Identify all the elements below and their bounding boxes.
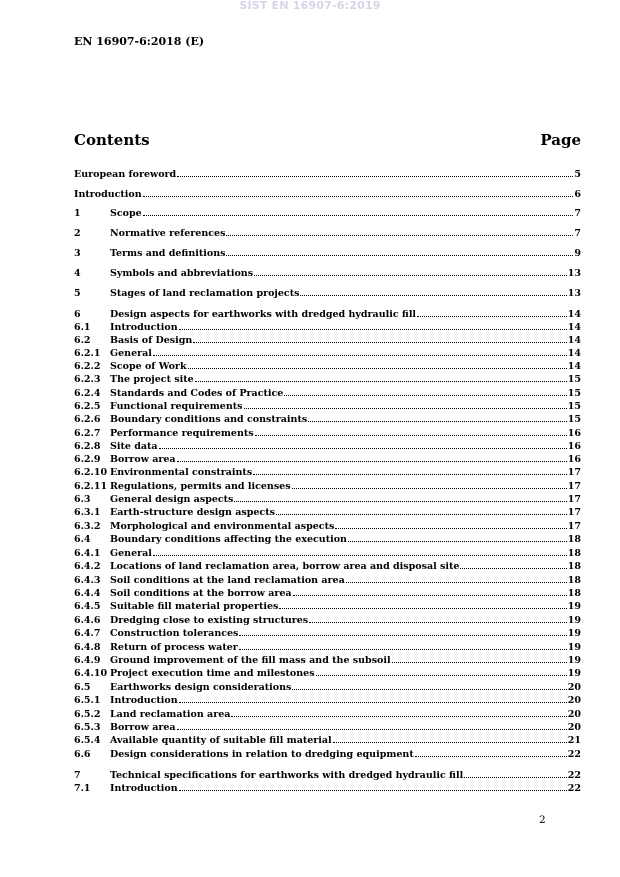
toc-entry-number: 6.5.3: [74, 722, 101, 733]
toc-entry-page: 18: [567, 588, 581, 599]
toc-entry-number: 6.2.3: [74, 374, 101, 385]
toc-entry-number: 6.3: [74, 494, 91, 505]
toc-entry-number: 6.2.1: [74, 348, 101, 359]
toc-entry-page: 15: [567, 414, 581, 425]
toc-entry[interactable]: [74, 640, 581, 653]
toc-entry-page: 18: [567, 561, 581, 572]
toc-entry-page: 17: [567, 481, 581, 492]
toc-entry-number: 6.6: [74, 749, 91, 760]
toc-entry-page: 19: [567, 615, 581, 626]
page-column-heading: Page: [540, 131, 581, 149]
toc-leader-dots: [244, 399, 567, 409]
toc-entry-title: Boundary conditions affecting the execution: [110, 534, 347, 545]
toc-entry-title: Standards and Codes of Practice: [110, 388, 284, 399]
toc-entry-page: 14: [567, 309, 581, 320]
toc-leader-dots: [231, 707, 566, 717]
toc-entry[interactable]: [74, 653, 581, 666]
toc-leader-dots: [179, 320, 567, 330]
toc-entry[interactable]: [74, 386, 581, 399]
toc-entry-title: Scope: [110, 208, 142, 219]
toc-leader-dots: [234, 492, 566, 502]
toc-leader-dots: [460, 559, 566, 569]
toc-entry-title: General: [110, 348, 152, 359]
toc-entry-number: 6.4.9: [74, 655, 101, 666]
toc-entry-page: 19: [567, 668, 581, 679]
toc-entry-title: Borrow area: [110, 722, 176, 733]
toc-entry-page: 22: [567, 770, 581, 781]
toc-entry-page: 16: [567, 441, 581, 452]
toc-entry-page: 7: [574, 208, 581, 219]
toc-leader-dots: [193, 333, 566, 343]
toc-entry-page: 14: [567, 322, 581, 333]
toc-entry-title: Land reclamation area: [110, 709, 231, 720]
toc-entry[interactable]: [74, 372, 581, 385]
toc-entry-page: 16: [567, 428, 581, 439]
toc-entry-number: 6.2.9: [74, 454, 101, 465]
toc-leader-dots: [177, 720, 567, 730]
page-number: 2: [539, 814, 546, 826]
toc-entry-page: 14: [567, 361, 581, 372]
toc-entry-title: Project execution time and milestones: [110, 668, 315, 679]
toc-entry-title: Stages of land reclamation projects: [110, 288, 300, 299]
toc-leader-dots: [284, 386, 566, 396]
toc-entry-page: 15: [567, 388, 581, 399]
toc-leader-dots: [226, 226, 573, 236]
toc-entry-title: Regulations, permits and licenses: [110, 481, 291, 492]
toc-leader-dots: [188, 359, 567, 369]
toc-entry-page: 17: [567, 467, 581, 478]
toc-entry-title: Locations of land reclamation area, borrow area and disposal site: [110, 561, 460, 572]
toc-entry-number: 6.4.5: [74, 601, 101, 612]
toc-entry-page: 19: [567, 628, 581, 639]
toc-entry-page: 19: [567, 655, 581, 666]
toc-leader-dots: [153, 546, 567, 556]
toc-entry-page: 5: [574, 169, 581, 180]
toc-entry-title: Construction tolerances: [110, 628, 239, 639]
toc-entry-title: Ground improvement of the fill mass and the subsoil: [110, 655, 391, 666]
toc-entry[interactable]: [74, 532, 581, 545]
toc-entry-number: 1: [74, 208, 81, 219]
toc-entry-title: The project site: [110, 374, 194, 385]
toc-entry-number: 7: [74, 770, 81, 781]
toc-leader-dots: [292, 479, 567, 489]
toc-entry-number: 6.2.2: [74, 361, 101, 372]
toc-entry[interactable]: [74, 246, 581, 259]
toc-entry-title: Return of process water: [110, 642, 238, 653]
toc-entry-page: 14: [567, 348, 581, 359]
toc-entry-page: 18: [567, 575, 581, 586]
toc-entry-title: Basis of Design: [110, 335, 193, 346]
toc-entry-title: Soil conditions at the land reclamation area: [110, 575, 345, 586]
toc-entry[interactable]: [74, 187, 581, 200]
toc-leader-dots: [316, 666, 567, 676]
toc-leader-dots: [348, 532, 567, 542]
toc-leader-dots: [464, 768, 567, 778]
toc-leader-dots: [300, 286, 566, 296]
toc-entry-title: Borrow area: [110, 454, 176, 465]
toc-entry[interactable]: [74, 206, 581, 219]
toc-entry-number: 6.2.8: [74, 441, 101, 452]
toc-entry-title: Introduction: [110, 783, 178, 794]
toc-leader-dots: [226, 246, 573, 256]
toc-leader-dots: [239, 640, 567, 650]
toc-leader-dots: [346, 573, 567, 583]
toc-entry-title: Design aspects for earthworks with dredged hydraulic fill: [110, 309, 417, 320]
toc-entry[interactable]: [74, 333, 581, 346]
toc-leader-dots: [143, 206, 574, 216]
toc-entry-title: Available quantity of suitable fill material: [110, 735, 332, 746]
toc-entry-title: Introduction: [110, 322, 178, 333]
toc-entry-title: Dredging close to existing structures: [110, 615, 309, 626]
toc-entry-page: 17: [567, 507, 581, 518]
toc-entry-title: Suitable fill material properties: [110, 601, 279, 612]
toc-entry-title: Design considerations in relation to dredging equipment: [110, 749, 414, 760]
toc-leader-dots: [293, 586, 567, 596]
toc-entry[interactable]: [74, 613, 581, 626]
toc-entry-number: 6.4.2: [74, 561, 101, 572]
toc-entry[interactable]: [74, 479, 581, 492]
toc-leader-dots: [254, 266, 567, 276]
toc-entry[interactable]: [74, 707, 581, 720]
toc-entry[interactable]: [74, 286, 581, 299]
toc-entry-number: 6.2.11: [74, 481, 108, 492]
toc-entry-page: 19: [567, 601, 581, 612]
toc-entry-title: Morphological and environmental aspects: [110, 521, 335, 532]
toc-leader-dots: [333, 733, 567, 743]
toc-entry[interactable]: [74, 747, 581, 760]
toc-entry-number: 6.1: [74, 322, 91, 333]
toc-entry-number: 6.4.3: [74, 575, 101, 586]
toc-entry[interactable]: [74, 586, 581, 599]
toc-entry[interactable]: [74, 492, 581, 505]
toc-entry[interactable]: [74, 439, 581, 452]
document-id: EN 16907-6:2018 (E): [74, 35, 205, 48]
toc-entry-page: 21: [567, 735, 581, 746]
toc-leader-dots: [392, 653, 567, 663]
toc-entry[interactable]: [74, 266, 581, 279]
toc-entry-number: 4: [74, 268, 81, 279]
toc-leader-dots: [279, 599, 566, 609]
toc-entry-title: Scope of Work: [110, 361, 187, 372]
toc-entry-page: 16: [567, 454, 581, 465]
toc-entry-number: 6.4.8: [74, 642, 101, 653]
toc-entry-number: 7.1: [74, 783, 91, 794]
toc-leader-dots: [179, 693, 567, 703]
toc-entry-number: 6.5.1: [74, 695, 101, 706]
toc-entry[interactable]: [74, 452, 581, 465]
toc-entry[interactable]: [74, 426, 581, 439]
toc-leader-dots: [153, 346, 567, 356]
toc-entry[interactable]: [74, 346, 581, 359]
toc-entry-page: 20: [567, 709, 581, 720]
toc-entry-title: Boundary conditions and constraints: [110, 414, 308, 425]
toc-entry[interactable]: [74, 399, 581, 412]
toc-entry-number: 6.2.5: [74, 401, 101, 412]
toc-entry-page: 20: [567, 695, 581, 706]
toc-entry[interactable]: [74, 359, 581, 372]
toc-entry-page: 20: [567, 722, 581, 733]
toc-leader-dots: [417, 307, 567, 317]
toc-entry-title: Performance requirements: [110, 428, 254, 439]
toc-entry-number: 3: [74, 248, 81, 259]
toc-entry-title: General: [110, 548, 152, 559]
toc-entry-page: 17: [567, 521, 581, 532]
toc-entry-number: 6.3.1: [74, 507, 101, 518]
toc-leader-dots: [308, 412, 567, 422]
toc-entry-number: 6.5: [74, 682, 91, 693]
toc-entry-title: European foreword: [74, 169, 177, 180]
toc-entry-title: Terms and definitions: [110, 248, 226, 259]
contents-heading: Contents: [74, 131, 150, 149]
toc-entry[interactable]: [74, 226, 581, 239]
toc-entry-title: Earthworks design considerations: [110, 682, 292, 693]
toc-entry[interactable]: [74, 559, 581, 572]
toc-entry-number: 6.5.2: [74, 709, 101, 720]
toc-entry[interactable]: [74, 693, 581, 706]
toc-leader-dots: [177, 452, 567, 462]
toc-leader-dots: [309, 613, 567, 623]
toc-entry[interactable]: [74, 465, 581, 478]
toc-entry[interactable]: [74, 573, 581, 586]
toc-entry-number: 6.2: [74, 335, 91, 346]
toc-entry-page: 15: [567, 401, 581, 412]
toc-entry[interactable]: [74, 599, 581, 612]
toc-leader-dots: [179, 781, 567, 791]
toc-entry-number: 6.2.6: [74, 414, 101, 425]
toc-leader-dots: [276, 505, 567, 515]
toc-entry[interactable]: [74, 680, 581, 693]
toc-entry[interactable]: [74, 733, 581, 746]
toc-entry-page: 13: [567, 268, 581, 279]
toc-entry-number: 6.5.4: [74, 735, 101, 746]
toc-leader-dots: [177, 167, 573, 177]
toc-entry-page: 14: [567, 335, 581, 346]
toc-entry-number: 6.4.1: [74, 548, 101, 559]
toc-entry[interactable]: [74, 626, 581, 639]
toc-entry-number: 2: [74, 228, 81, 239]
toc-leader-dots: [143, 187, 574, 197]
toc-entry-title: Soil conditions at the borrow area: [110, 588, 292, 599]
toc-leader-dots: [195, 372, 567, 382]
toc-entry[interactable]: [74, 505, 581, 518]
toc-entry-title: Technical specifications for earthworks with dredged hydraulic fill: [110, 770, 464, 781]
toc-leader-dots: [239, 626, 566, 636]
toc-entry[interactable]: [74, 307, 581, 320]
toc-entry[interactable]: [74, 519, 581, 532]
toc-entry-number: 6.2.7: [74, 428, 101, 439]
toc-entry-title: Normative references: [110, 228, 226, 239]
toc-entry[interactable]: [74, 720, 581, 733]
toc-entry-title: Symbols and abbreviations: [110, 268, 254, 279]
toc-leader-dots: [292, 680, 566, 690]
toc-entry-page: 22: [567, 749, 581, 760]
toc-entry-page: 13: [567, 288, 581, 299]
toc-leader-dots: [253, 465, 567, 475]
toc-entry-title: Functional requirements: [110, 401, 243, 412]
toc-entry-page: 18: [567, 534, 581, 545]
toc-entry-page: 9: [574, 248, 581, 259]
toc-entry[interactable]: [74, 781, 581, 794]
toc-entry-page: 19: [567, 642, 581, 653]
toc-entry-number: 6.4: [74, 534, 91, 545]
toc-entry-page: 17: [567, 494, 581, 505]
toc-entry-title: General design aspects: [110, 494, 234, 505]
toc-entry-number: 6.4.6: [74, 615, 101, 626]
toc-leader-dots: [335, 519, 566, 529]
toc-entry-page: 15: [567, 374, 581, 385]
toc-leader-dots: [159, 439, 567, 449]
toc-entry-number: 5: [74, 288, 81, 299]
toc-entry-page: 20: [567, 682, 581, 693]
toc-entry-number: 6.2.4: [74, 388, 101, 399]
toc-entry-page: 22: [567, 783, 581, 794]
toc-entry[interactable]: [74, 167, 581, 180]
toc-entry-page: 18: [567, 548, 581, 559]
toc-entry[interactable]: [74, 666, 581, 679]
toc-entry-number: 6.4.10: [74, 668, 108, 679]
toc-entry-number: 6.3.2: [74, 521, 101, 532]
toc-entry-number: 6.2.10: [74, 467, 108, 478]
toc-entry-title: Environmental constraints: [110, 467, 253, 478]
toc-entry-title: Introduction: [74, 189, 142, 200]
toc-entry-title: Introduction: [110, 695, 178, 706]
toc-entry-number: 6: [74, 309, 81, 320]
toc-entry[interactable]: [74, 320, 581, 333]
toc-entry-page: 7: [574, 228, 581, 239]
toc-entry-page: 6: [574, 189, 581, 200]
toc-entry-title: Site data: [110, 441, 158, 452]
toc-entry-title: Earth-structure design aspects: [110, 507, 275, 518]
toc-leader-dots: [255, 426, 567, 436]
watermark: SIST EN 16907-6:2019: [239, 0, 381, 12]
toc-entry-number: 6.4.4: [74, 588, 101, 599]
toc-entry[interactable]: [74, 412, 581, 425]
toc-leader-dots: [415, 747, 567, 757]
toc-entry[interactable]: [74, 546, 581, 559]
toc-entry-number: 6.4.7: [74, 628, 101, 639]
toc-entry[interactable]: [74, 768, 581, 781]
